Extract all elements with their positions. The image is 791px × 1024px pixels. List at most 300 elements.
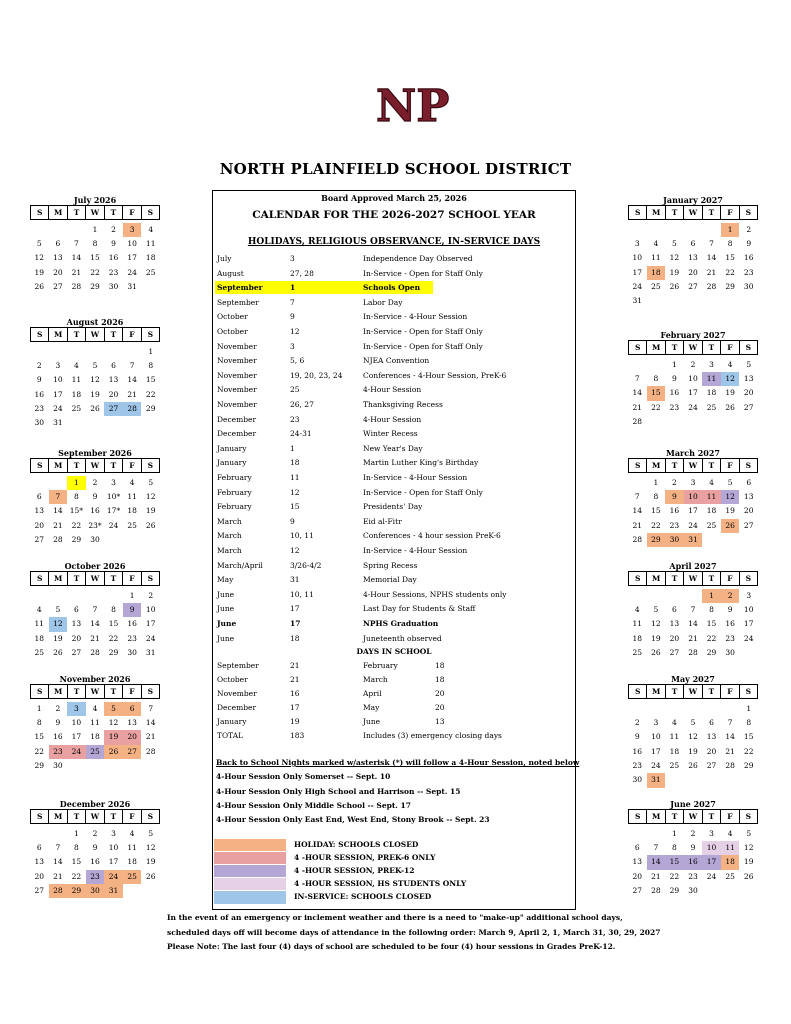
event-desc: In-Service - 4-Hour Session — [363, 312, 468, 322]
weekday-header: T — [68, 572, 86, 586]
event-row — [215, 267, 575, 280]
day-cell: 14 — [632, 506, 643, 516]
month-days-grid — [628, 358, 758, 429]
day-cell: 2 — [36, 361, 42, 371]
event-month: July — [217, 254, 232, 263]
legend-swatch — [214, 890, 286, 904]
month-title: July 2026 — [73, 195, 117, 205]
day-cell: 16 — [127, 619, 137, 629]
empty-day-cell — [628, 223, 647, 237]
event-month: March — [217, 516, 242, 526]
weekday-header: S — [629, 572, 647, 586]
day-cell: 15 — [647, 386, 666, 400]
day-cell: 3 — [55, 361, 61, 371]
day-cell: 18 — [632, 633, 643, 643]
day-cell: 4 — [634, 605, 640, 615]
day-cell: 1 — [36, 703, 42, 713]
day-cell: 25 — [632, 648, 643, 658]
day-cell: 20 — [688, 267, 698, 277]
legend-swatch — [214, 838, 286, 852]
day-cell: 18 — [127, 506, 137, 516]
empty-day-cell — [702, 773, 721, 787]
weekday-header-row — [628, 458, 758, 473]
weekday-header: T — [666, 206, 684, 220]
footer-line: In the event of an emergency or inclement weather and there is a need to "make-up" additional school days, — [167, 913, 623, 922]
month-title: May 2027 — [671, 674, 715, 684]
weekday-header: S — [142, 206, 160, 220]
month-title: December 2026 — [59, 799, 131, 809]
days-n2: 20 — [435, 703, 445, 712]
day-cell: 8 — [111, 605, 116, 615]
empty-day-cell — [665, 415, 684, 429]
empty-day-cell — [647, 294, 666, 308]
day-cell: 8 — [653, 374, 659, 384]
weekday-header: F — [123, 206, 141, 220]
day-cell: 15 — [145, 375, 156, 385]
day-cell: 29 — [743, 761, 754, 771]
day-cell: 4 — [74, 361, 79, 371]
weekday-header-row — [30, 327, 160, 342]
weekday-header: S — [142, 328, 160, 342]
day-cell: 18 — [706, 388, 717, 398]
month-april-2027 — [628, 561, 758, 660]
day-cell: 19 — [688, 746, 698, 756]
day-cell: 30 — [127, 648, 137, 658]
day-cell: 17 — [632, 267, 643, 277]
day-cell: 4 — [36, 605, 42, 615]
weekday-header: T — [666, 685, 684, 699]
empty-day-cell — [141, 759, 160, 773]
empty-day-cell — [702, 294, 721, 308]
day-cell: 20 — [706, 746, 717, 756]
days-row — [215, 729, 575, 742]
day-cell: 7 — [709, 239, 714, 249]
event-desc: Eid al-Fitr — [363, 516, 402, 526]
day-cell: 13 — [743, 492, 754, 502]
day-cell: 2 — [634, 718, 640, 728]
empty-day-cell — [86, 345, 105, 359]
day-cell: 30 — [53, 761, 63, 771]
day-cell: 18 — [127, 857, 137, 867]
day-cell: 5 — [92, 361, 98, 371]
weekday-header: S — [740, 685, 758, 699]
event-month: June — [217, 619, 237, 628]
day-cell: 6 — [746, 477, 752, 487]
day-cell: 13 — [688, 253, 698, 263]
weekday-header: F — [721, 341, 739, 355]
empty-day-cell — [739, 294, 758, 308]
event-month: December — [217, 414, 257, 424]
days-m2: May — [363, 703, 380, 712]
empty-day-cell — [647, 702, 666, 716]
day-cell: 2 — [55, 703, 61, 713]
event-month: March — [217, 531, 242, 541]
weekday-header: M — [49, 206, 67, 220]
month-title: August 2026 — [66, 317, 124, 327]
weekday-header: T — [68, 810, 86, 824]
day-cell: 21 — [632, 402, 643, 412]
day-cell: 28 — [632, 535, 643, 545]
empty-day-cell — [739, 415, 758, 429]
weekday-header: T — [68, 685, 86, 699]
empty-day-cell — [86, 759, 105, 773]
month-title: September 2026 — [58, 448, 132, 458]
empty-day-cell — [30, 345, 49, 359]
day-cell: 14 — [71, 253, 82, 263]
empty-day-cell — [104, 416, 123, 430]
weekday-header: T — [105, 572, 123, 586]
event-days: 5, 6 — [290, 356, 305, 366]
day-cell: 8 — [92, 239, 98, 249]
days-n1: 17 — [290, 703, 300, 712]
event-days: 7 — [290, 297, 295, 307]
weekday-header: T — [666, 459, 684, 473]
day-cell: 27 — [53, 282, 63, 292]
day-cell: 11 — [632, 619, 643, 629]
day-cell: 3 — [123, 223, 142, 237]
empty-day-cell — [739, 533, 758, 547]
days-m2: February — [363, 661, 398, 670]
event-row — [215, 602, 575, 615]
day-cell: 8 — [672, 843, 677, 853]
weekday-header: W — [86, 459, 104, 473]
month-august-2026 — [30, 317, 160, 431]
day-cell: 27 — [34, 886, 45, 896]
day-cell: 15* — [69, 506, 84, 516]
day-cell: 17 — [71, 732, 82, 742]
day-cell: 7 — [129, 361, 135, 371]
day-cell: 22 — [71, 871, 82, 881]
day-cell: 6 — [709, 718, 714, 728]
month-march-2027 — [628, 448, 758, 547]
month-december-2026 — [30, 799, 160, 898]
day-cell: 4 — [709, 477, 714, 487]
day-cell: 30 — [743, 282, 754, 292]
weekday-header: T — [666, 810, 684, 824]
month-days-grid — [628, 827, 758, 898]
empty-day-cell — [665, 294, 684, 308]
event-row — [215, 544, 575, 557]
day-cell: 27 — [688, 282, 698, 292]
day-cell: 24 — [706, 871, 717, 881]
day-cell: 21 — [53, 871, 63, 881]
day-cell: 1 — [721, 223, 740, 237]
legend-label: 4 -HOUR SESSION, PREK-6 ONLY — [294, 853, 436, 862]
day-cell: 26 — [53, 648, 63, 658]
day-cell: 20 — [123, 730, 142, 744]
event-row — [215, 281, 575, 294]
empty-day-cell — [123, 345, 142, 359]
days-n2: 20 — [435, 689, 445, 698]
weekday-header: M — [647, 341, 665, 355]
day-cell: 14 — [127, 375, 137, 385]
weekday-header: W — [86, 328, 104, 342]
day-cell: 21 — [706, 267, 717, 277]
event-desc: Schools Open — [363, 283, 421, 293]
day-cell: 24 — [108, 520, 119, 530]
day-cell: 15 — [108, 619, 119, 629]
event-row — [215, 471, 575, 484]
day-cell: 6 — [36, 843, 42, 853]
day-cell: 8 — [148, 361, 154, 371]
event-month: June — [217, 633, 235, 643]
legend-swatch — [214, 851, 286, 865]
day-cell: 17* — [106, 506, 121, 516]
day-cell: 5 — [727, 477, 733, 487]
day-cell: 9 — [727, 605, 733, 615]
day-cell: 9 — [665, 490, 684, 504]
day-cell: 14 — [647, 855, 666, 869]
day-cell: 1 — [702, 589, 721, 603]
weekday-header: T — [68, 206, 86, 220]
day-cell: 3 — [709, 359, 714, 369]
day-cell: 13 — [127, 718, 137, 728]
day-cell: 14 — [706, 253, 717, 263]
day-cell: 4 — [129, 477, 135, 487]
day-cell: 14 — [53, 506, 63, 516]
day-cell: 26 — [688, 761, 698, 771]
empty-day-cell — [628, 702, 647, 716]
day-cell: 5 — [148, 828, 154, 838]
day-cell: 29 — [725, 282, 735, 292]
empty-day-cell — [702, 223, 721, 237]
day-cell: 29 — [669, 886, 680, 896]
event-days: 3 — [290, 341, 295, 351]
event-days: 27, 28 — [290, 268, 314, 278]
day-cell: 13 — [34, 506, 45, 516]
footer-line: scheduled days off will become days of attendance in the following order: March 9, April 2, 1, March 31, 30, 29, 2027 — [167, 927, 661, 937]
day-cell: 14 — [90, 619, 100, 629]
month-days-grid — [30, 589, 160, 660]
day-cell: 19 — [145, 506, 156, 516]
empty-day-cell — [30, 476, 49, 490]
weekday-header-row — [628, 684, 758, 699]
day-cell: 26 — [34, 282, 45, 292]
empty-day-cell — [141, 533, 160, 547]
empty-day-cell — [628, 476, 647, 490]
month-days-grid — [30, 223, 160, 294]
day-cell: 2 — [721, 589, 740, 603]
event-row — [215, 354, 575, 367]
month-days-grid — [30, 476, 160, 547]
event-row — [215, 442, 575, 455]
weekday-header: W — [684, 810, 702, 824]
month-title: April 2027 — [669, 561, 717, 571]
legend-label: 4 -HOUR SESSION, HS STUDENTS ONLY — [294, 879, 467, 888]
day-cell: 19 — [669, 267, 680, 277]
day-cell: 10 — [127, 239, 137, 249]
day-cell: 16 — [669, 388, 680, 398]
day-cell: 27 — [743, 520, 754, 530]
event-desc: 4-Hour Sessions, NPHS students only — [363, 589, 507, 599]
weekday-header: F — [123, 810, 141, 824]
event-days: 23 — [290, 414, 300, 424]
logo-letter-n: NP — [376, 81, 450, 132]
weekday-header: W — [684, 341, 702, 355]
weekday-header: M — [49, 459, 67, 473]
weekday-header: S — [740, 810, 758, 824]
event-month: September — [217, 283, 263, 293]
day-cell: 21 — [688, 633, 698, 643]
day-cell: 10 — [688, 374, 698, 384]
weekday-header: W — [86, 572, 104, 586]
event-row — [215, 369, 575, 382]
event-row — [215, 486, 575, 499]
day-cell: 20 — [34, 520, 45, 530]
weekday-header: S — [31, 810, 49, 824]
day-cell: 11 — [34, 619, 45, 629]
event-month: June — [217, 589, 235, 599]
day-cell: 16 — [743, 253, 754, 263]
event-days: 1 — [290, 283, 296, 293]
day-cell: 10 — [145, 605, 156, 615]
empty-day-cell — [721, 884, 740, 898]
empty-day-cell — [49, 827, 68, 841]
month-title: November 2026 — [59, 674, 131, 684]
day-cell: 14 — [145, 718, 156, 728]
event-days: 12 — [290, 327, 300, 336]
day-cell: 13 — [71, 619, 82, 629]
event-days: 17 — [290, 604, 300, 614]
day-cell: 12 — [651, 619, 661, 629]
days-m1: September — [217, 661, 259, 670]
day-cell: 25 — [706, 402, 717, 412]
day-cell: 12 — [108, 718, 119, 728]
event-month: September — [217, 297, 259, 307]
day-cell: 17 — [127, 253, 137, 263]
weekday-header: W — [684, 459, 702, 473]
day-cell: 31 — [53, 418, 63, 428]
event-month: February — [217, 502, 252, 512]
month-title: February 2027 — [660, 330, 726, 340]
day-cell: 27 — [743, 402, 754, 412]
day-cell: 21 — [53, 520, 63, 530]
day-cell: 5 — [148, 477, 154, 487]
day-cell: 28 — [725, 761, 735, 771]
empty-day-cell — [684, 223, 703, 237]
day-cell: 17 — [145, 619, 156, 629]
day-cell: 1 — [74, 828, 79, 838]
empty-day-cell — [67, 345, 86, 359]
day-cell: 16 — [90, 506, 100, 516]
day-cell: 1 — [148, 346, 154, 356]
day-cell: 9 — [746, 239, 752, 249]
weekday-header: W — [684, 685, 702, 699]
legend-row — [214, 864, 574, 877]
empty-day-cell — [123, 759, 142, 773]
days-m1: October — [217, 675, 248, 684]
month-days-grid — [628, 702, 758, 788]
weekday-header-row — [30, 205, 160, 220]
day-cell: 13 — [53, 253, 63, 263]
month-june-2027 — [628, 799, 758, 898]
day-cell: 17 — [688, 506, 698, 516]
day-cell: 22 — [34, 746, 45, 756]
day-cell: 6 — [672, 605, 677, 615]
month-october-2026 — [30, 561, 160, 660]
day-cell: 31 — [684, 533, 703, 547]
weekday-header: T — [105, 206, 123, 220]
day-cell: 3 — [111, 477, 116, 487]
day-cell: 19 — [34, 267, 45, 277]
weekday-header: S — [31, 685, 49, 699]
day-cell: 28 — [145, 746, 156, 756]
day-cell: 21 — [651, 871, 661, 881]
day-cell: 13 — [706, 732, 717, 742]
event-desc: In-Service - Open for Staff Only — [363, 487, 483, 497]
legend-row — [214, 838, 574, 851]
event-days: 18 — [290, 458, 300, 468]
days-m1: November — [217, 689, 257, 698]
day-cell: 28 — [49, 884, 68, 898]
day-cell: 26 — [145, 871, 156, 881]
day-cell: 29 — [706, 648, 717, 658]
day-cell: 15 — [90, 253, 100, 263]
weekday-header: M — [647, 685, 665, 699]
empty-day-cell — [684, 589, 703, 603]
day-cell: 27 — [34, 535, 45, 545]
day-cell: 23 — [86, 870, 105, 884]
event-days: 10, 11 — [290, 531, 314, 541]
empty-day-cell — [67, 759, 86, 773]
empty-day-cell — [702, 533, 721, 547]
day-cell: 28 — [651, 886, 661, 896]
event-desc: Martin Luther King's Birthday — [363, 458, 479, 468]
day-cell: 27 — [669, 648, 680, 658]
days-m2: June — [363, 717, 381, 726]
weekday-header: T — [105, 459, 123, 473]
empty-day-cell — [665, 773, 684, 787]
day-cell: 15 — [665, 855, 684, 869]
weekday-header: T — [68, 459, 86, 473]
day-cell: 20 — [71, 633, 82, 643]
day-cell: 22 — [651, 402, 661, 412]
legend-swatch — [214, 864, 286, 878]
event-row — [215, 588, 575, 601]
weekday-header-row — [628, 340, 758, 355]
day-cell: 26 — [104, 745, 123, 759]
day-cell: 18 — [647, 266, 666, 280]
empty-day-cell — [141, 280, 160, 294]
empty-day-cell — [647, 415, 666, 429]
days-n1: 21 — [290, 675, 300, 684]
event-month: December — [217, 429, 257, 439]
day-cell: 1 — [653, 477, 659, 487]
day-cell: 5 — [104, 702, 123, 716]
weekday-header: F — [721, 685, 739, 699]
event-days: 31 — [290, 575, 300, 585]
event-days: 1 — [290, 443, 295, 453]
day-cell: 1 — [672, 828, 677, 838]
day-cell: 2 — [148, 590, 154, 600]
day-cell: 3 — [653, 718, 659, 728]
day-cell: 2 — [92, 477, 98, 487]
empty-day-cell — [86, 589, 105, 603]
day-cell: 4 — [148, 224, 154, 234]
days-m1: December — [217, 703, 257, 712]
day-cell: 22 — [90, 267, 100, 277]
weekday-header: F — [123, 572, 141, 586]
days-row — [215, 715, 575, 728]
day-cell: 17 — [108, 857, 119, 867]
weekday-header: T — [703, 572, 721, 586]
weekday-header: F — [721, 206, 739, 220]
day-cell: 30 — [725, 648, 735, 658]
days-row — [215, 659, 575, 672]
month-september-2026 — [30, 448, 160, 547]
event-desc: Spring Recess — [363, 560, 418, 570]
day-cell: 24 — [104, 870, 123, 884]
